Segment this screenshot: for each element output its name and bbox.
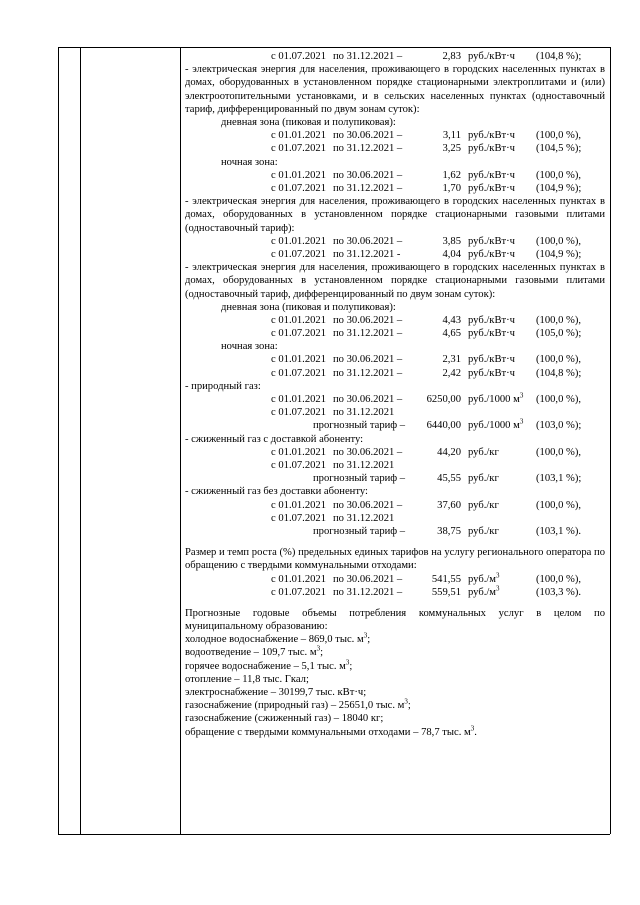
period-to: по 30.06.2021 – (333, 354, 403, 366)
unit (468, 248, 515, 261)
growth-rate: (100,0 %), (536, 573, 582, 585)
list-item (185, 686, 605, 699)
period-from: с 01.07.2021 (271, 367, 327, 379)
list-item-text: холодное водоснабжение – 869,0 тыс. м (185, 634, 364, 646)
unit (468, 393, 523, 406)
list-item-punct: ; (349, 660, 353, 672)
period-to: по 30.06.2021 – (333, 446, 403, 458)
list-item (185, 633, 605, 646)
table-border-right (610, 47, 611, 834)
tariff-value: 45,55 (437, 473, 461, 485)
unit-text: руб./кг (468, 446, 499, 458)
period-from: с 01.07.2021 (271, 143, 327, 155)
tariff-row (185, 182, 605, 195)
period-from: с 01.07.2021 (271, 51, 327, 62)
tariff-value: 6440,00 (426, 420, 461, 432)
growth-rate: (100,0 %), (536, 499, 582, 511)
tariff-value: 37,60 (437, 499, 461, 511)
growth-rate: (100,0 %), (536, 394, 582, 406)
unit-exponent: 3 (404, 697, 408, 706)
tariff-row (185, 50, 605, 63)
unit-text: руб./кВт·ч (468, 143, 515, 155)
tariff-row (185, 129, 605, 142)
zone-label: дневная зона (пиковая и полупиковая): (221, 117, 396, 128)
spacer (185, 599, 605, 607)
period-to: по 31.12.2021 (333, 512, 395, 524)
unit (468, 235, 515, 248)
tariff-value: 2,42 (442, 367, 461, 379)
unit-exponent: 3 (519, 417, 524, 426)
tariff-row (185, 499, 605, 512)
tariff-row (185, 586, 605, 599)
period-to: по 30.06.2021 – (333, 235, 403, 247)
unit (468, 525, 499, 538)
list-item (185, 726, 605, 739)
period-to: по 30.06.2021 – (333, 499, 403, 511)
period-to: по 31.12.2021 (333, 407, 395, 419)
unit-text: руб./1000 м (468, 420, 520, 432)
list-item-punct: ; (367, 634, 371, 646)
unit (468, 586, 500, 599)
period-from: с 01.07.2021 (271, 512, 327, 524)
paragraph: - электрическая энергия для населения, проживающего в городских населенных пунктах в домах, оборудованных в установленном порядке стационарными электроплитами и (или) электроотопительными установками, и в сельских населенных пунктах (одноставочный тариф, дифференцированный по двум зонам суток): (185, 64, 605, 115)
tariff-row (185, 327, 605, 340)
growth-rate: (100,0 %), (536, 314, 582, 326)
tariff-row (185, 406, 605, 419)
forecast-tariff-row (185, 419, 605, 432)
unit (468, 367, 515, 380)
period-from: с 01.01.2021 (271, 354, 327, 366)
period-from: с 01.07.2021 (271, 407, 327, 419)
table-border-top (58, 47, 610, 48)
spacer (185, 538, 605, 546)
list-item (185, 646, 605, 659)
unit-exponent: 3 (470, 724, 475, 733)
list-item-text: - сжиженный газ без доставки абоненту: (185, 486, 368, 498)
period-to: по 31.12.2021 – (333, 328, 403, 340)
zone-label: дневная зона (пиковая и полупиковая): (221, 301, 396, 313)
list-item-text: газоснабжение (сжиженный газ) – 18040 кг; (185, 713, 384, 725)
table-border-bottom (58, 834, 610, 835)
forecast-tariff-row (185, 472, 605, 485)
paragraph: Размер и темп роста (%) предельных единых тарифов на услугу регионального оператора по обращению с твердыми коммунальными отходами: (185, 547, 605, 572)
period-from: с 01.01.2021 (271, 446, 327, 458)
list-item (185, 433, 605, 446)
tariff-row (185, 446, 605, 459)
growth-rate: (100,0 %), (536, 446, 582, 458)
unit-text: руб./кг (468, 473, 499, 485)
period-from: с 01.01.2021 (271, 499, 327, 511)
unit-text: руб./кВт·ч (468, 367, 515, 379)
tariff-value: 1,70 (442, 182, 461, 194)
unit-exponent: 3 (496, 584, 500, 593)
tariff-value: 6250,00 (426, 394, 461, 406)
growth-rate: (104,8 %); (536, 367, 582, 379)
unit-text: руб./кВт·ч (468, 51, 515, 62)
list-item-text: газоснабжение (природный газ) – 25651,0 тыс. м (185, 700, 405, 712)
paragraph: Прогнозные годовые объемы потребления коммунальных услуг в целом по муниципальному образованию: (185, 607, 605, 633)
growth-rate: (103,3 %). (536, 586, 582, 598)
list-item (185, 660, 605, 673)
table-column-divider-1 (80, 47, 81, 834)
unit (468, 446, 499, 459)
unit (468, 129, 515, 142)
tariff-value: 4,65 (442, 328, 461, 340)
tariff-value: 4,04 (442, 248, 461, 260)
unit-exponent: 3 (519, 391, 524, 400)
list-item-punct: ; (407, 700, 411, 712)
growth-rate: (103,1 %). (536, 525, 582, 537)
unit-exponent: 3 (496, 570, 500, 579)
table-border-left (58, 47, 59, 834)
table-column-divider-2 (180, 47, 181, 834)
forecast-tariff-row (185, 525, 605, 538)
period-to: по 31.12.2021 (333, 459, 395, 471)
paragraph: - электрическая энергия для населения, проживающего в городских населенных пунктах в домах, оборудованных в установленном порядке стационарными газовыми плитами (одноставочный тариф, дифференцированный по двум зонам суток): (185, 262, 605, 300)
zone-label: ночная зона: (221, 341, 278, 353)
unit (468, 472, 499, 485)
tariff-row (185, 235, 605, 248)
tariff-value: 3,11 (442, 130, 461, 142)
period-from: с 01.07.2021 (271, 586, 327, 598)
tariff-row (185, 570, 605, 586)
unit-text: руб./кВт·ч (468, 235, 515, 247)
unit (468, 182, 515, 195)
unit-text: руб./кВт·ч (468, 328, 515, 340)
list-item-text: водоотведение – 109,7 тыс. м (185, 647, 317, 659)
growth-rate: (104,8 %); (536, 51, 582, 62)
growth-rate: (105,0 %); (536, 328, 582, 340)
tariff-value: 2,31 (442, 354, 461, 366)
growth-rate: (100,0 %), (536, 235, 582, 247)
unit (468, 353, 515, 366)
unit-exponent: 3 (316, 644, 321, 653)
list-item-text: отопление – 11,8 тыс. Гкал; (185, 673, 309, 685)
unit-text: руб./кВт·ч (468, 130, 515, 142)
period-to: по 30.06.2021 – (333, 169, 403, 181)
period-to: по 31.12.2021 - (333, 248, 401, 260)
period-from: с 01.01.2021 (271, 235, 327, 247)
unit (468, 419, 523, 432)
tariff-value: 3,25 (442, 143, 461, 155)
list-item-punct: . (474, 726, 477, 738)
paragraph: - электрическая энергия для населения, проживающего в городских населенных пунктах в домах, оборудованных в установленном порядке стационарными газовыми плитами (одноставочный тариф): (185, 196, 605, 234)
unit (468, 327, 515, 340)
period-to: по 30.06.2021 – (333, 314, 403, 326)
period-to: по 31.12.2021 – (333, 143, 403, 155)
unit-text: руб./кВт·ч (468, 182, 515, 194)
period-from: с 01.01.2021 (271, 314, 327, 326)
growth-rate: (100,0 %), (536, 354, 582, 366)
period-from: с 01.01.2021 (271, 130, 327, 142)
unit-text: руб./кВт·ч (468, 169, 515, 181)
list-item-text: электроснабжение – 30199,7 тыс. кВт·ч; (185, 687, 367, 699)
tariff-value: 38,75 (437, 525, 461, 537)
list-item (185, 712, 605, 725)
unit-text: руб./кВт·ч (468, 354, 515, 366)
tariff-value: 3,85 (442, 235, 461, 247)
tariff-row (185, 512, 605, 525)
period-from: с 01.07.2021 (271, 328, 327, 340)
unit (468, 314, 515, 327)
forecast-label: прогнозный тариф – (313, 525, 406, 537)
tariff-row (185, 353, 605, 366)
unit (468, 499, 499, 512)
tariff-text-cell (185, 50, 605, 739)
unit-text: руб./кВт·ч (468, 248, 515, 260)
growth-rate: (104,5 %); (536, 143, 582, 155)
period-from: с 01.07.2021 (271, 459, 327, 471)
growth-rate: (103,0 %); (536, 420, 582, 432)
period-to: по 31.12.2021 – (333, 51, 403, 62)
unit (468, 570, 500, 586)
tariff-row (185, 169, 605, 182)
list-item (185, 673, 605, 686)
tariff-row (185, 314, 605, 327)
period-to: по 31.12.2021 – (333, 586, 403, 598)
growth-rate: (100,0 %), (536, 169, 582, 181)
unit-text: руб./1000 м (468, 394, 520, 406)
period-to: по 30.06.2021 – (333, 394, 403, 406)
period-from: с 01.07.2021 (271, 248, 327, 260)
zone-label: ночная зона: (221, 156, 278, 168)
unit (468, 50, 515, 63)
unit (468, 169, 515, 182)
period-from: с 01.07.2021 (271, 182, 327, 194)
period-to: по 31.12.2021 – (333, 367, 403, 379)
unit-exponent: 3 (363, 631, 368, 640)
list-item (185, 485, 605, 498)
list-item-text: - природный газ: (185, 380, 261, 392)
list-item-text: - сжиженный газ с доставкой абоненту: (185, 433, 364, 445)
period-to: по 30.06.2021 – (333, 130, 403, 142)
list-item (185, 699, 605, 712)
unit-text: руб./м (468, 586, 496, 598)
unit (468, 142, 515, 155)
tariff-row (185, 459, 605, 472)
period-to: по 31.12.2021 – (333, 182, 403, 194)
list-item (185, 380, 605, 393)
list-item-text: обращение с твердыми коммунальными отходами – 78,7 тыс. м (185, 726, 471, 738)
tariff-row (185, 367, 605, 380)
tariff-row (185, 142, 605, 155)
list-item-text: горячее водоснабжение – 5,1 тыс. м (185, 660, 346, 672)
tariff-value: 4,43 (442, 314, 461, 326)
unit-exponent: 3 (345, 658, 350, 667)
growth-rate: (100,0 %), (536, 130, 582, 142)
period-to: по 30.06.2021 – (333, 573, 403, 585)
growth-rate: (104,9 %); (536, 182, 582, 194)
forecast-label: прогнозный тариф – (313, 420, 406, 432)
tariff-row (185, 248, 605, 261)
unit-text: руб./кг (468, 525, 499, 537)
tariff-value: 541,55 (431, 573, 461, 585)
unit-text: руб./м (468, 573, 496, 585)
tariff-value: 1,62 (442, 169, 461, 181)
tariff-value: 559,51 (431, 586, 461, 598)
growth-rate: (104,9 %); (536, 248, 582, 260)
tariff-value: 44,20 (437, 446, 461, 458)
unit-text: руб./кг (468, 499, 499, 511)
period-from: с 01.01.2021 (271, 394, 327, 406)
list-item-punct: ; (320, 647, 324, 659)
tariff-value: 2,83 (442, 51, 461, 62)
unit-text: руб./кВт·ч (468, 314, 515, 326)
growth-rate: (103,1 %); (536, 473, 582, 485)
period-from: с 01.01.2021 (271, 169, 327, 181)
period-from: с 01.01.2021 (271, 573, 327, 585)
forecast-label: прогнозный тариф – (313, 473, 406, 485)
tariff-row (185, 393, 605, 406)
